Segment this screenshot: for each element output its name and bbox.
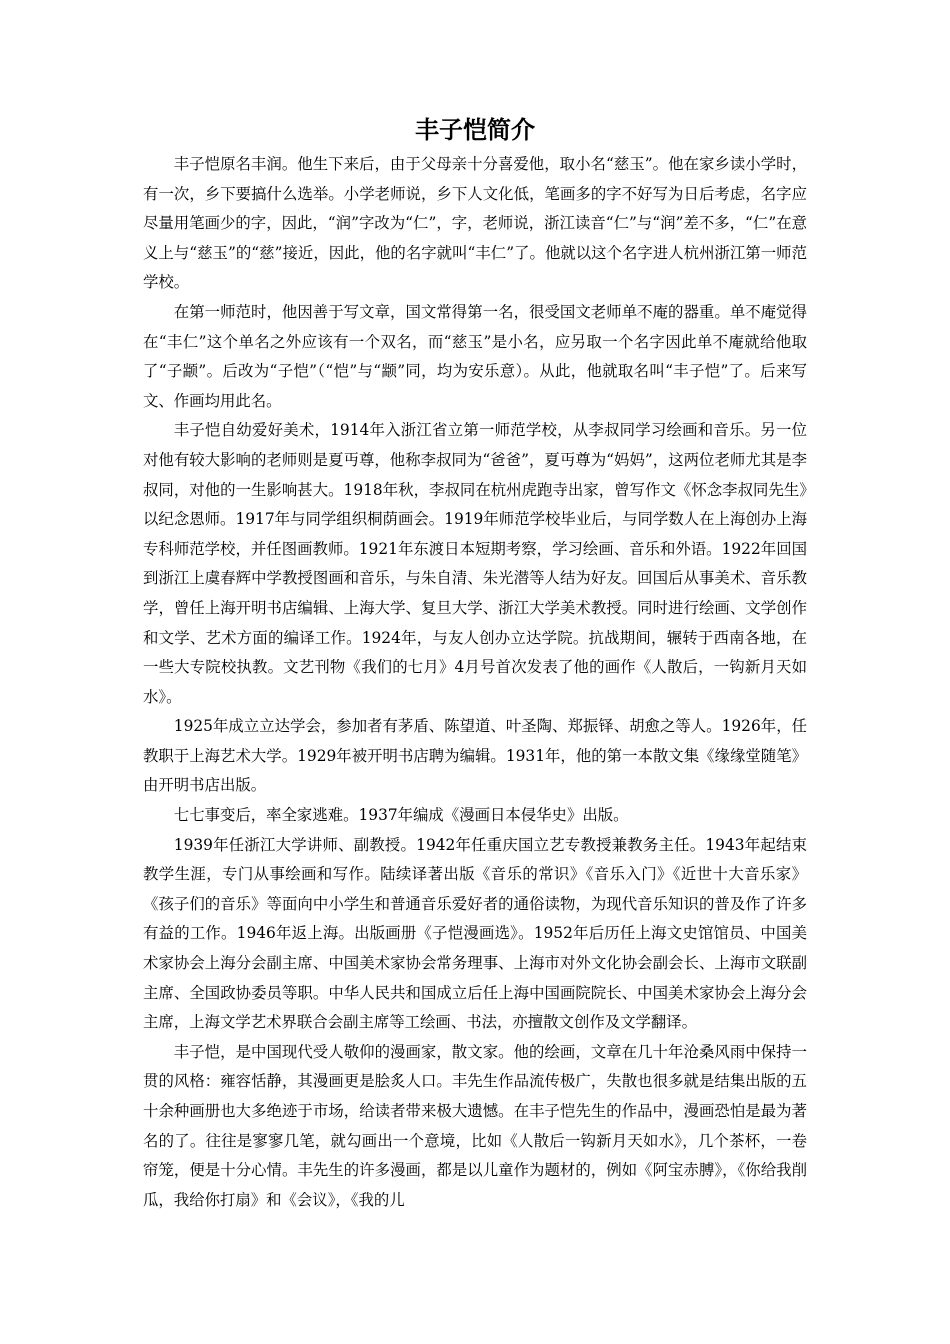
document-body xyxy=(143,150,807,1215)
paragraph: 七七事变后，率全家逃难。1937年编成《漫画日本侵华史》出版。 xyxy=(173,806,629,825)
paragraph: 在第一师范时，他因善于写文章，国文常得第一名，很受国文老师单不庵的器重。单不庵觉得在“丰仁”这个单名之外应该有一个双名，而“慈玉”是小名，应另取一个名字因此单不庵就给他取了“子颛”。后改为“子恺”（“恺”与“颛”同，均为安乐意）。从此，他就取名叫“丰子恺”了。后来写文、作画均用此名。 xyxy=(143,302,807,410)
paragraph: 丰子恺自幼爱好美术，1914年入浙江省立第一师范学校，从李叔同学习绘画和音乐。另一位对他有较大影响的老师则是夏丏尊，他称李叔同为“爸爸”，夏丏尊为“妈妈”，这两位老师尤其是李叔同，对他的一生影响甚大。1918年秋，李叔同在杭州虎跑寺出家，曾写作文《怀念李叔同先生》以纪念恩师。1917年与同学组织桐荫画会。1919年师范学校毕业后，与同学数人在上海创办上海专科师范学校，并任图画教师。1921年东渡日本短期考察，学习绘画、音乐和外语。1922年回国到浙江上虞春辉中学教授图画和音乐，与朱自清、朱光潜等人结为好友。回国后从事美术、音乐教学，曾任上海开明书店编辑、上海大学、复旦大学、浙江大学美术教授。同时进行绘画、文学创作和文学、艺术方面的编译工作。1924年，与友人创办立达学院。抗战期间，辗转于西南各地，在一些大专院校执教。文艺刊物《我们的七月》4月号首次发表了他的画作《人散后，一钩新月天如水》。 xyxy=(143,421,807,706)
paragraph: 1939年任浙江大学讲师、副教授。1942年任重庆国立艺专教授兼教务主任。1943年起结束教学生涯，专门从事绘画和写作。陆续译著出版《音乐的常识》《音乐入门》《近世十大音乐家》《孩子们的音乐》等面向中小学生和普通音乐爱好者的通俗读物，为现代音乐知识的普及作了许多有益的工作。1946年返上海。出版画册《子恺漫画选》。1952年后历任上海文史馆馆员、中国美术家协会上海分会副主席、中国美术家协会常务理事、上海市对外文化协会副会长、上海市文联副主席、全国政协委员等职。中华人民共和国成立后任上海中国画院院长、中国美术家协会上海分会主席，上海文学艺术界联合会副主席等工绘画、书法，亦擅散文创作及文学翻译。 xyxy=(143,835,807,1032)
paragraph: 1925年成立立达学会，参加者有茅盾、陈望道、叶圣陶、郑振铎、胡愈之等人。1926年，任教职于上海艺术大学。1929年被开明书店聘为编辑。1931年，他的第一本散文集《缘缘堂随笔》由开明书店出版。 xyxy=(143,717,807,795)
paragraph: 丰子恺原名丰润。他生下来后，由于父母亲十分喜爱他，取小名“慈玉”。他在家乡读小学时，有一次，乡下要搞什么选举。小学老师说，乡下人文化低，笔画多的字不好写为日后考虑，名字应尽量用笔画少的字，因此，“润”字改为“仁”，字，老师说，浙江读音“仁”与“润”差不多，“仁”在意义上与“慈玉”的“慈”接近，因此，他的名字就叫“丰仁”了。他就以这个名字进人杭州浙江第一师范学校。 xyxy=(143,155,807,292)
paragraph: 丰子恺，是中国现代受人敬仰的漫画家，散文家。他的绘画，文章在几十年沧桑风雨中保持一贯的风格：雍容恬静，其漫画更是脍炙人口。丰先生作品流传极广，失散也很多就是结集出版的五十余种画册也大多绝迹于市场，给读者带来极大遗憾。在丰子恺先生的作品中，漫画恐怕是最为著名的了。往往是寥寥几笔，就勾画出一个意境，比如《人散后一钩新月天如水》，几个茶杯，一卷帘笼，便是十分心情。丰先生的许多漫画，都是以儿童作为题材的，例如《阿宝赤膊》，《你给我削瓜，我给你打扇》和《会议》，《我的儿 xyxy=(143,1042,807,1209)
page-title: 丰子恺简介 xyxy=(415,116,535,144)
